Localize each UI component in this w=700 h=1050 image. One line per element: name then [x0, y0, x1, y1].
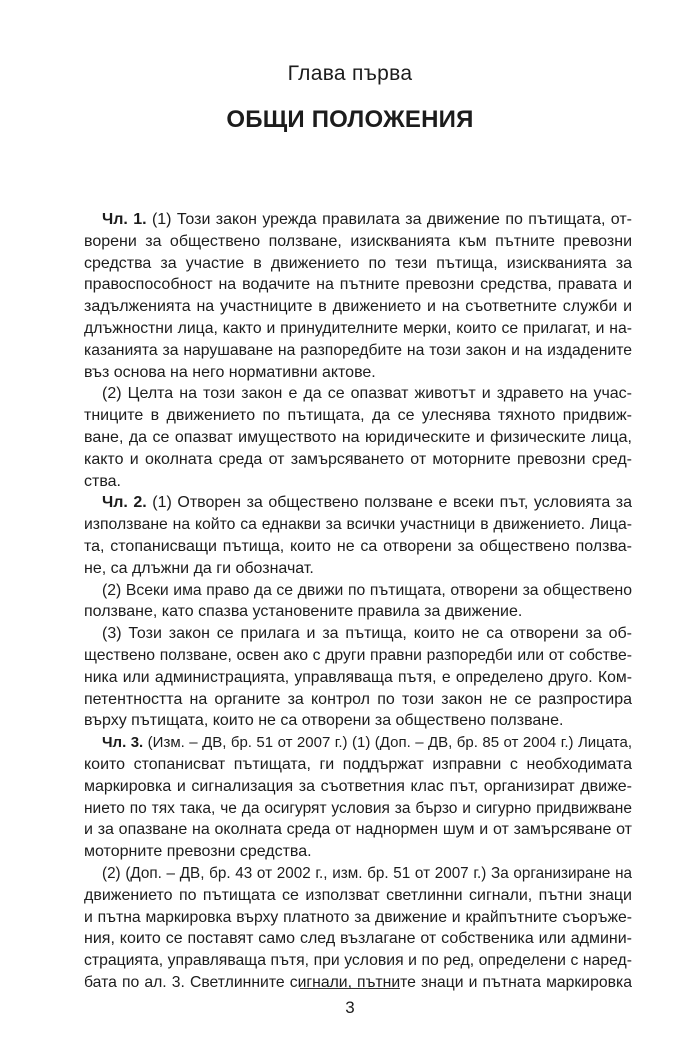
text-line: ворени за обществено ползване, изискванията към пътните превозни	[84, 232, 632, 250]
text-line: средства за участие в движението по тези пътища, изискванията за	[84, 254, 632, 272]
text-line: върху пътищата, които не са отворени за обществено ползване.	[84, 712, 564, 730]
text-line: страцията, управляваща пътя, при условия и по ред, определени с наред-	[84, 952, 632, 970]
text-line: длъжностни лица, както и принудителните мерки, които се прилагат, и на-	[84, 319, 632, 337]
text-line: Чл. 3. (Изм. – ДВ, бр. 51 от 2007 г.) (1) (Доп. – ДВ, бр. 85 от 2004 г.) Лицата,	[102, 734, 632, 752]
text-line: ния, които се поставят само след възлагане от собственика или админи-	[84, 930, 632, 948]
text-line: задълженията на участниците в движението и на съответните служби и	[84, 298, 632, 316]
text-line: (2) Целта на този закон е да се опазват животът и здравето на учас-	[102, 385, 632, 403]
article-number: Чл. 3.	[102, 734, 144, 752]
text-line: (3) Този закон се прилага и за пътища, които не са отворени за об-	[102, 625, 632, 643]
footer-divider	[300, 988, 400, 989]
text-line: тниците в движението по пътищата, да се улеснява тяхното придвиж-	[84, 407, 632, 425]
text-line: които стопанисват пътищата, ги поддържат изправни с необходимата	[84, 755, 632, 773]
text-line: ства.	[84, 472, 121, 490]
text-line: движението по пътищата се използват светлинни сигнали, пътни знаци	[84, 886, 632, 904]
chapter-title: ОБЩИ ПОЛОЖЕНИЯ	[226, 106, 474, 133]
text-line: (2) Всеки има право да се движи по пътищата, отворени за обществено	[102, 581, 632, 599]
text-line: та, стопанисващи пътища, които не са отворени за обществено ползва-	[84, 537, 632, 555]
text-line: ване, да се опазват имуществото на юридическите и физическите лица,	[84, 428, 632, 446]
article-number: Чл. 2.	[102, 494, 147, 512]
text-line: моторните превозни средства.	[84, 843, 312, 861]
text-line: използване на който са еднакви за всички участници в движението. Лица-	[84, 516, 632, 534]
text-line: казанията за нарушаване на разпоредбите на този закон и на издадените	[84, 341, 632, 359]
page-number: 3	[345, 998, 355, 1017]
text-line: Чл. 1. (1) Този закон урежда правилата за движение по пътищата, от-	[102, 211, 632, 228]
text-line: петентността на органите за контрол по този закон не се разпростира	[84, 690, 632, 708]
text-line: ника или администрацията, управляваща пътя, е определено друго. Ком-	[84, 668, 632, 686]
text-line: Чл. 2. (1) Отворен за обществено ползване е всеки път, условията за	[102, 494, 633, 512]
text-line: и пътна маркировка върху платното за движение и крайпътните съоръже-	[84, 908, 632, 926]
text-line: нието по тях така, че да осигурят условия за бързо и сигурно придвижване	[84, 799, 632, 817]
text-line: маркировка и сигнализация за съответния клас път, организират движе-	[84, 777, 632, 795]
text-line: ползване, като спазва установените правила за движение.	[84, 603, 523, 621]
text-line: не, са длъжни да ги обозначат.	[84, 559, 314, 577]
text-line: въз основа на него нормативни актове.	[84, 363, 376, 381]
chapter-label: Глава първа	[287, 62, 413, 85]
text-line: бата по ал. 3. Светлинните сигнали, пътните знаци и пътната маркировка	[84, 973, 632, 991]
article-number: Чл. 1.	[102, 211, 147, 228]
text-line: ществено ползване, освен ако с други правни разпоредби или от собстве-	[84, 646, 632, 664]
law-text	[84, 209, 632, 994]
text-line: както и околната среда от замърсяването от моторните превозни сред-	[84, 450, 632, 468]
text-line: правоспособност на водачите на пътните превозни средства, правата и	[84, 276, 632, 294]
text-line: (2) (Доп. – ДВ, бр. 43 от 2002 г., изм. бр. 51 от 2007 г.) За организиране на	[102, 864, 632, 882]
text-line: и за опазване на околната среда от наднормен шум и от замърсяване от	[84, 821, 632, 839]
